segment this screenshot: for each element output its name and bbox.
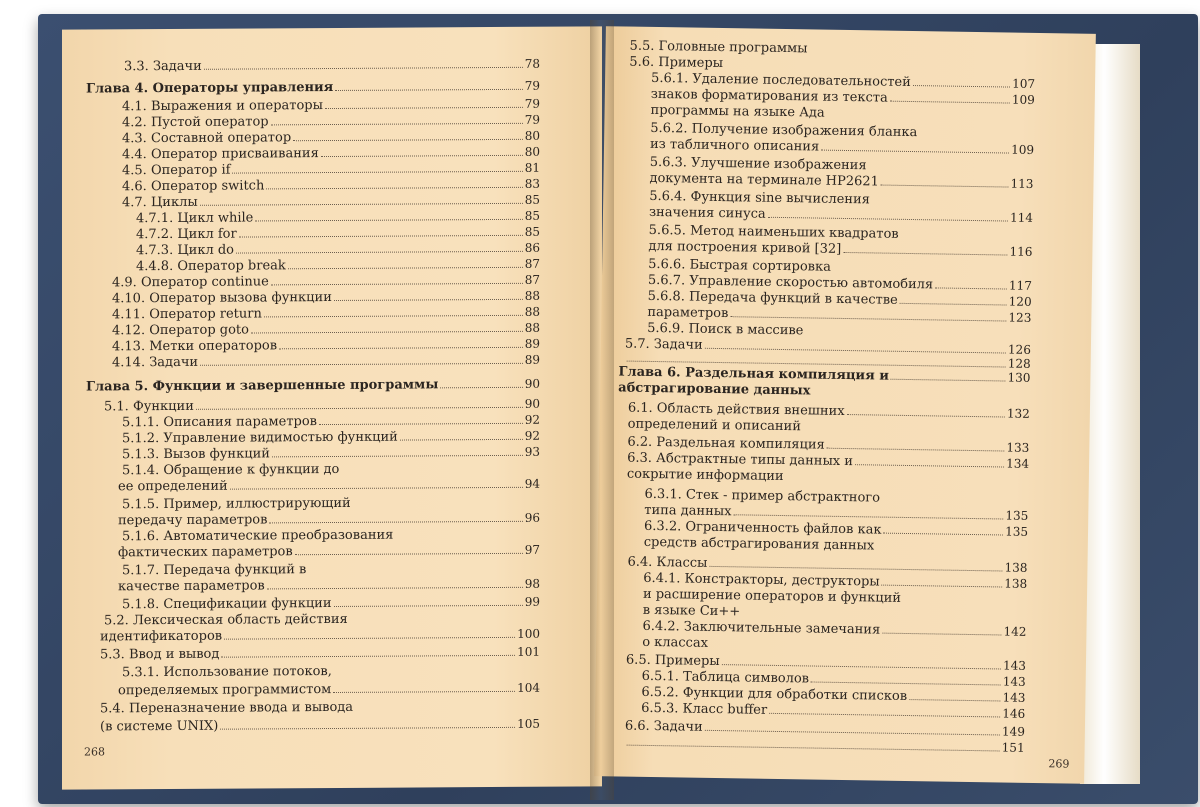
toc-entry-title: знаков форматирования из текста bbox=[650, 86, 888, 106]
toc-entry-title: средств абстрагирования данных bbox=[643, 534, 875, 554]
toc-entry-title: 6.5. Примеры bbox=[625, 652, 720, 670]
dot-leader bbox=[279, 337, 523, 349]
toc-entry-title: 4.4. Оператор присваивания bbox=[122, 146, 319, 163]
dot-leader bbox=[272, 445, 523, 458]
toc-entry bbox=[122, 113, 540, 131]
toc-entry-title: 5.6.5. Метод наименьших квадратов bbox=[648, 222, 899, 242]
toc-entry-page: 130 bbox=[1007, 370, 1031, 385]
toc-entry-title: 6.3.1. Стек - пример абстрактного bbox=[644, 486, 881, 506]
chapter-heading bbox=[86, 377, 540, 395]
toc-entry-page: 143 bbox=[1002, 674, 1026, 689]
toc-entry-title: 5.6.9. Поиск в массиве bbox=[647, 320, 804, 339]
dot-leader bbox=[882, 623, 1002, 636]
dot-leader bbox=[321, 145, 523, 157]
toc-entry bbox=[112, 321, 540, 339]
toc-entry-title: 5.1.1. Описания параметров bbox=[122, 414, 317, 431]
toc-entry-page: 107 bbox=[1012, 76, 1036, 91]
dot-leader bbox=[266, 177, 522, 190]
toc-entry-title: качестве параметров bbox=[118, 578, 265, 595]
dot-leader bbox=[827, 438, 1005, 452]
toc-entry bbox=[100, 699, 540, 717]
toc-entry-title: 6.4. Классы bbox=[627, 554, 708, 571]
toc-entry-title: 4.7.1. Цикл while bbox=[136, 210, 254, 227]
left-page-number: 268 bbox=[84, 745, 105, 759]
toc-entry-title: 5.1.6. Автоматические преобразования bbox=[122, 527, 394, 545]
toc-entry bbox=[122, 97, 540, 115]
toc-entry bbox=[118, 681, 540, 699]
dot-leader bbox=[843, 242, 1007, 256]
toc-entry bbox=[122, 527, 540, 545]
toc-entry bbox=[136, 241, 540, 258]
toc-entry-title: 4.13. Метки операторов bbox=[112, 338, 278, 355]
toc-entry-title: определяемых программистом bbox=[118, 682, 332, 699]
dot-leader bbox=[440, 377, 522, 389]
toc-entry bbox=[112, 337, 540, 355]
dot-leader bbox=[271, 273, 523, 286]
dot-leader bbox=[288, 257, 523, 269]
dot-leader bbox=[769, 703, 1000, 718]
toc-entry-title: 6.6. Задачи bbox=[624, 718, 703, 735]
toc-entry-title: 4.12. Оператор goto bbox=[112, 322, 249, 339]
toc-entry bbox=[136, 225, 540, 242]
toc-entry-page: 109 bbox=[1011, 142, 1035, 157]
toc-entry bbox=[100, 627, 540, 645]
toc-entry-page: 85 bbox=[524, 208, 540, 223]
toc-entry-page: 101 bbox=[517, 644, 540, 659]
toc-entry bbox=[124, 57, 540, 75]
toc-entry-page: 79 bbox=[524, 78, 540, 93]
right-page-number: 269 bbox=[1048, 757, 1070, 771]
toc-entry-title: о классах bbox=[642, 634, 709, 651]
toc-entry-page: 105 bbox=[517, 716, 540, 731]
toc-entry-title: ее определений bbox=[118, 478, 228, 495]
toc-entry-page: 142 bbox=[1003, 624, 1027, 639]
dot-leader bbox=[882, 575, 1003, 588]
toc-entry-title: 6.5.3. Класс buffer bbox=[641, 700, 768, 718]
toc-entry-page: 143 bbox=[1002, 658, 1027, 673]
toc-entry-page: 79 bbox=[524, 96, 540, 111]
toc-entry-title: типа данных bbox=[644, 502, 732, 520]
left-page bbox=[62, 26, 602, 789]
dot-leader bbox=[935, 277, 1007, 289]
dot-leader bbox=[334, 289, 523, 301]
toc-entry-page: 88 bbox=[524, 320, 540, 335]
dot-leader bbox=[236, 241, 523, 254]
dot-leader bbox=[722, 654, 1001, 669]
toc-entry bbox=[112, 273, 540, 291]
toc-entry-page: 90 bbox=[524, 396, 540, 411]
dot-leader bbox=[230, 477, 523, 490]
dot-leader bbox=[883, 523, 1003, 536]
toc-entry-title: сокрытие информации bbox=[626, 466, 784, 485]
dot-leader bbox=[264, 305, 523, 318]
dot-leader bbox=[267, 577, 523, 590]
toc-entry-page: 97 bbox=[524, 542, 540, 557]
toc-entry-title: 4.11. Оператор return bbox=[112, 306, 262, 323]
toc-entry bbox=[122, 193, 540, 211]
toc-entry-page: 133 bbox=[1006, 440, 1030, 455]
toc-entry-page: 87 bbox=[524, 272, 540, 287]
toc-entry bbox=[122, 429, 540, 447]
toc-entry-title: 4.3. Составной оператор bbox=[122, 130, 292, 147]
toc-entry-title: 5.2. Лексическая область действия bbox=[104, 611, 348, 629]
toc-entry-title: передачу параметров bbox=[118, 512, 268, 529]
dot-leader bbox=[255, 209, 522, 222]
toc-entry-title: 6.1. Область действия внешних bbox=[627, 400, 845, 419]
toc-entry-page: 98 bbox=[524, 576, 540, 591]
toc-entry-title: программы на языке Ада bbox=[650, 102, 825, 121]
right-page bbox=[594, 26, 1096, 784]
dot-leader bbox=[705, 720, 1000, 736]
dot-leader bbox=[239, 225, 523, 238]
toc-entry-page: 104 bbox=[517, 680, 540, 695]
toc-entry bbox=[122, 145, 540, 163]
toc-entry-title: определений и описаний bbox=[627, 416, 802, 435]
toc-entry bbox=[112, 289, 540, 307]
toc-entry-title: 6.5.2. Функции для обработки списков bbox=[641, 684, 908, 705]
dot-leader bbox=[221, 645, 515, 658]
toc-entry-page: 134 bbox=[1006, 456, 1030, 471]
dot-leader bbox=[333, 681, 515, 693]
toc-entry-page: 114 bbox=[1009, 210, 1034, 225]
dot-leader bbox=[881, 175, 1009, 188]
toc-entry-title: 5.6.8. Передача функций в качестве bbox=[647, 288, 898, 308]
toc-entry-title: (в системе UNIX) bbox=[100, 718, 219, 735]
toc-entry-title: 5.1.7. Передача функций в bbox=[122, 562, 307, 579]
dot-leader bbox=[855, 454, 1004, 467]
toc-entry-title: 5.7. Задачи bbox=[624, 336, 703, 353]
toc-entry-page: 94 bbox=[524, 476, 540, 491]
toc-entry bbox=[104, 397, 540, 415]
toc-entry-title: 3.3. Задачи bbox=[124, 58, 202, 75]
dot-leader bbox=[890, 91, 1010, 104]
dot-leader bbox=[319, 413, 523, 425]
toc-entry-page: 117 bbox=[1008, 278, 1033, 293]
toc-entry-page: 88 bbox=[524, 288, 540, 303]
toc-entry-title: 5.4. Переназначение ввода и вывода bbox=[100, 699, 354, 717]
toc-entry-title: фактических параметров bbox=[118, 544, 293, 561]
toc-entry-title: 5.1. Функции bbox=[104, 398, 194, 415]
toc-entry-title: в языке Си++ bbox=[642, 602, 741, 620]
toc-entry-page: 80 bbox=[524, 128, 540, 143]
toc-entry-title: 4.9. Оператор continue bbox=[112, 274, 269, 291]
toc-entry-title: 5.6.3. Улучшение изображения bbox=[649, 154, 867, 174]
toc-entry-page: 80 bbox=[524, 144, 540, 159]
toc-entry bbox=[122, 129, 540, 147]
toc-entry-title: 5.1.8. Спецификации функции bbox=[122, 596, 332, 613]
toc-entry bbox=[100, 717, 540, 735]
dot-leader bbox=[334, 595, 523, 607]
dot-leader bbox=[269, 511, 522, 524]
toc-entry bbox=[104, 611, 540, 629]
toc-entry-title: 4.7.3. Цикл do bbox=[136, 242, 235, 259]
toc-entry-title: 4.4.8. Оператор break bbox=[136, 258, 286, 275]
toc-entry bbox=[122, 595, 540, 613]
toc-entry-page: 120 bbox=[1008, 294, 1032, 309]
toc-entry-title: 5.3.1. Использование потоков, bbox=[122, 664, 332, 681]
dot-leader bbox=[913, 75, 1010, 88]
toc-entry-page: 109 bbox=[1011, 92, 1035, 107]
toc-entry-title: 6.2. Раздельная компиляция bbox=[627, 434, 825, 453]
toc-entry-title: 5.6.2. Получение изображения бланка bbox=[650, 120, 918, 141]
toc-entry bbox=[122, 413, 540, 431]
toc-entry bbox=[122, 161, 540, 179]
toc-entry-title: 4.6. Оператор switch bbox=[122, 178, 265, 195]
toc-entry-title: 5.1.4. Обращение к функции до bbox=[122, 461, 340, 479]
toc-entry-title: 5.6.1. Удаление последовательностей bbox=[650, 70, 911, 90]
toc-entry-page: 88 bbox=[524, 304, 540, 319]
dot-leader bbox=[325, 97, 523, 109]
toc-entry-page: 143 bbox=[1002, 690, 1026, 705]
dot-leader bbox=[891, 369, 1006, 382]
dot-leader bbox=[196, 397, 523, 410]
toc-entry-page: 93 bbox=[524, 444, 540, 459]
toc-entry-page: 92 bbox=[524, 428, 540, 443]
dot-leader bbox=[909, 689, 1001, 701]
toc-entry-page: 151 bbox=[1001, 740, 1025, 755]
toc-entry-page: 89 bbox=[524, 336, 540, 351]
dot-leader bbox=[400, 429, 523, 441]
toc-entry-page: 100 bbox=[517, 626, 540, 641]
toc-entry bbox=[122, 663, 540, 681]
toc-entry bbox=[122, 461, 540, 479]
toc-entry-title: 6.3. Абстрактные типы данных и bbox=[627, 450, 854, 470]
toc-entry-title: идентификаторов bbox=[100, 628, 223, 645]
toc-entry-page: 85 bbox=[524, 224, 540, 239]
toc-entry-title: 4.7. Циклы bbox=[122, 194, 198, 211]
toc-entry-title: 6.4.1. Констракторы, деструкторы bbox=[643, 570, 880, 590]
toc-entry-page: 79 bbox=[524, 112, 540, 127]
toc-entry-title: Глава 4. Операторы управления bbox=[86, 79, 334, 97]
toc-entry-page: 113 bbox=[1010, 176, 1034, 191]
toc-entry-title: 6.5.1. Таблица символов bbox=[641, 668, 810, 687]
toc-entry-page: 96 bbox=[524, 510, 540, 525]
dot-leader bbox=[293, 129, 523, 141]
toc-entry-title: 4.5. Оператор if bbox=[122, 162, 231, 179]
toc-entry-title: 5.6.6. Быстрая сортировка bbox=[648, 256, 832, 275]
toc-entry-title: 4.7.2. Цикл for bbox=[136, 226, 237, 243]
toc-entry-page: 89 bbox=[524, 352, 540, 367]
toc-entry-title: 5.1.3. Вызов функций bbox=[122, 446, 270, 463]
toc-entry-title: 5.6.7. Управление скоростью автомобиля bbox=[647, 272, 934, 293]
toc-entry-page: 99 bbox=[524, 594, 540, 609]
toc-entry-page: 146 bbox=[1002, 706, 1026, 721]
dot-leader bbox=[200, 353, 523, 366]
toc-entry-title: параметров bbox=[647, 304, 729, 322]
toc-entry-page: 138 bbox=[1004, 576, 1028, 591]
toc-entry-title: 5.1.5. Пример, иллюстрирующий bbox=[122, 495, 351, 513]
toc-entry-page: 138 bbox=[1004, 560, 1028, 575]
toc-entry-title: 6.4.2. Заключительные замечания bbox=[642, 618, 881, 638]
toc-entry-title: 5.6.4. Функция sine вычисления bbox=[649, 188, 870, 208]
dot-leader bbox=[232, 161, 522, 174]
toc-entry-title: 5.5. Головные программы bbox=[629, 38, 808, 57]
toc-entry-page: 128 bbox=[1007, 356, 1031, 371]
toc-entry-page: 90 bbox=[524, 376, 540, 391]
toc-entry bbox=[122, 561, 540, 579]
toc-entry bbox=[122, 445, 540, 463]
toc-entry-title: значения синуса bbox=[648, 204, 766, 222]
toc-entry-title: из табличного описания bbox=[649, 136, 820, 155]
toc-entry bbox=[136, 209, 540, 226]
toc-entry bbox=[118, 477, 540, 495]
toc-entry bbox=[118, 577, 540, 595]
dot-leader bbox=[821, 140, 1009, 154]
toc-entry-title: Глава 6. Раздельная компиляция и bbox=[618, 364, 890, 384]
toc-entry-title: 4.1. Выражения и операторы bbox=[122, 98, 323, 115]
toc-entry-page: 132 bbox=[1006, 406, 1030, 421]
toc-entry-title: 5.3. Ввод и вывод bbox=[100, 646, 220, 663]
toc-entry-page: 116 bbox=[1009, 244, 1033, 259]
toc-entry-page: 135 bbox=[1005, 508, 1029, 523]
dot-leader bbox=[224, 627, 515, 640]
toc-entry-page: 87 bbox=[524, 256, 540, 271]
dot-leader bbox=[709, 556, 1002, 572]
chapter-heading bbox=[86, 79, 540, 97]
dot-leader bbox=[295, 543, 523, 555]
toc-entry bbox=[100, 645, 540, 663]
toc-entry-title: 4.14. Задачи bbox=[112, 354, 199, 371]
book-spine-shadow bbox=[590, 20, 614, 800]
toc-entry-page: 149 bbox=[1001, 724, 1025, 739]
toc-entry-title: абстрагирование данных bbox=[618, 380, 811, 399]
toc-entry-page: 92 bbox=[524, 412, 540, 427]
toc-entry-page: 83 bbox=[524, 176, 540, 191]
toc-entry-title: Глава 5. Функции и завершенные программы bbox=[86, 377, 439, 395]
toc-entry bbox=[122, 495, 540, 513]
toc-entry-page: 123 bbox=[1008, 310, 1032, 325]
dot-leader bbox=[200, 193, 523, 206]
toc-entry-title: 4.2. Пустой оператор bbox=[122, 114, 269, 131]
toc-entry-page: 81 bbox=[524, 160, 540, 175]
toc-entry-page: 86 bbox=[524, 240, 540, 255]
dot-leader bbox=[251, 321, 523, 334]
toc-entry-page: 85 bbox=[524, 192, 540, 207]
toc-entry bbox=[112, 305, 540, 323]
toc-entry-title: для построения кривой [32] bbox=[648, 238, 842, 257]
dot-leader bbox=[847, 404, 1006, 417]
toc-entry-title: документа на терминале HP2621 bbox=[649, 170, 879, 190]
dot-leader bbox=[220, 717, 515, 730]
toc-entry bbox=[122, 177, 540, 195]
toc-entry-title: 5.1.2. Управление видимостью функций bbox=[122, 429, 398, 447]
dot-leader bbox=[900, 293, 1007, 306]
toc-entry-title: 4.10. Оператор вызова функции bbox=[112, 290, 332, 307]
toc-entry-title: 5.6. Примеры bbox=[629, 54, 724, 72]
toc-entry bbox=[112, 353, 540, 371]
dot-leader bbox=[204, 57, 523, 70]
toc-entry-page: 135 bbox=[1005, 524, 1029, 539]
toc-entry-title: 6.3.2. Ограниченность файлов как bbox=[643, 518, 882, 538]
dot-leader bbox=[271, 113, 523, 126]
toc-entry-title: и расширение операторов и функций bbox=[642, 586, 902, 606]
toc-entry-page: 78 bbox=[524, 56, 540, 71]
toc-entry bbox=[118, 543, 540, 561]
dot-leader bbox=[811, 672, 1001, 686]
toc-entry bbox=[136, 257, 540, 274]
toc-entry-page: 126 bbox=[1007, 342, 1031, 357]
toc-entry bbox=[118, 511, 540, 529]
dot-leader bbox=[335, 79, 522, 91]
